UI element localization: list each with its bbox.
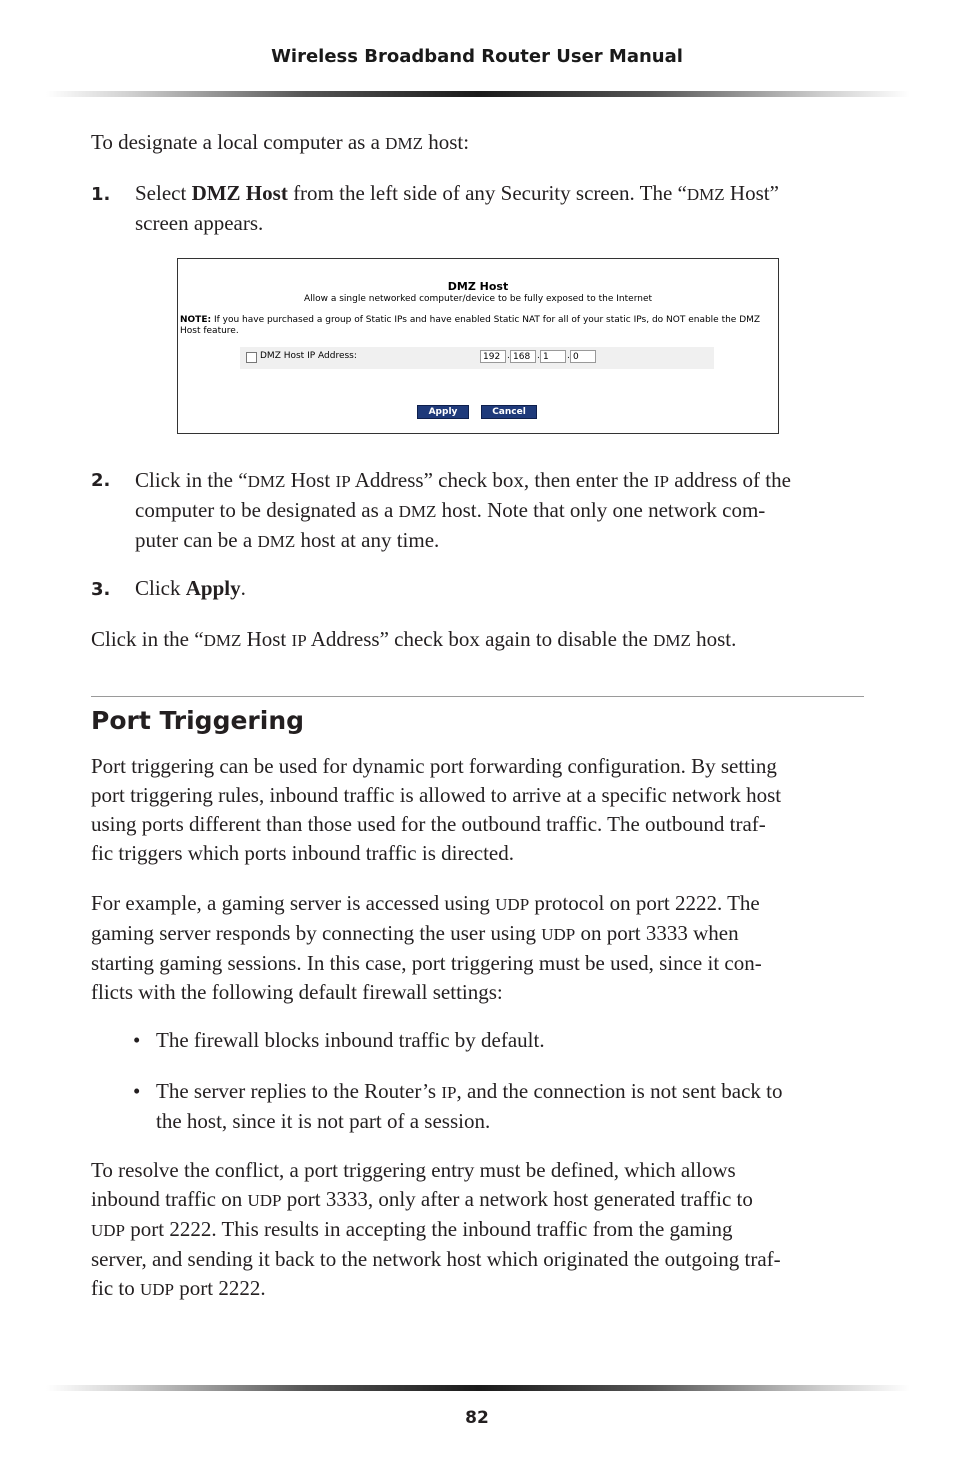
port-triggering-paragraph-3: To resolve the conflict, a port triggering entry must be defined, which allows inbound traffic on UDP port 3333, only after a network host generated traffic to UDP port 2222. This results in accepting the inbound traffic from the gaming server, and sending it back to the network host which originated the outgoing traf- fic to UDP port 2222. xyxy=(91,1158,781,1300)
intro-paragraph: To designate a local computer as a DMZ host: xyxy=(91,130,470,154)
dmz-ip-row xyxy=(240,347,714,369)
header-rule xyxy=(46,91,910,97)
bullet-1-mark: • xyxy=(133,1028,141,1052)
bullet-2-text: The server replies to the Router’s IP, and the connection is not sent back to the host, since it is not part of a session. xyxy=(156,1079,783,1133)
step-2-number: 2. xyxy=(91,470,111,491)
port-triggering-paragraph-1: Port triggering can be used for dynamic port forwarding configuration. By setting port triggering rules, inbound traffic is allowed to arrive at a specific network host using ports different than those used for the outbound traffic. The outbound traf- fic triggers which ports inbound traffic is directed. xyxy=(91,754,782,865)
ip-octet-4-input[interactable]: 0 xyxy=(570,350,596,363)
screenshot-note: NOTE: If you have purchased a group of Static IPs and have enabled Static NAT for all of your static IPs, do NOT enable the DMZ Host feature. xyxy=(180,315,761,336)
screenshot-subtitle: Allow a single networked computer/device to be fully exposed to the Internet xyxy=(303,294,653,304)
step-1-number: 1. xyxy=(91,184,111,205)
ip-dot: . xyxy=(567,351,570,361)
ip-octet-2-input[interactable]: 168 xyxy=(510,350,536,363)
step-3-text: Click Apply. xyxy=(135,576,246,600)
disable-paragraph: Click in the “DMZ Host IP Address” check box again to disable the DMZ host. xyxy=(91,627,737,651)
bullet-1-text: The firewall blocks inbound traffic by default. xyxy=(156,1028,545,1052)
dmz-ip-label: DMZ Host IP Address: xyxy=(260,351,357,361)
section-divider xyxy=(91,696,864,697)
bullet-2-mark: • xyxy=(133,1079,141,1103)
section-heading: Port Triggering xyxy=(91,706,305,735)
ip-octet-3-input[interactable]: 1 xyxy=(540,350,566,363)
running-header: Wireless Broadband Router User Manual xyxy=(271,46,683,67)
ip-octet-1-input[interactable]: 192 xyxy=(480,350,506,363)
ip-dot: . xyxy=(507,351,510,361)
screenshot-title: DMZ Host xyxy=(447,280,509,293)
port-triggering-paragraph-2: For example, a gaming server is accessed using UDP protocol on port 2222. The gaming server responds by connecting the user using UDP on port 3333 when starting gaming sessions. In this case, port triggering must be used, since it con- flicts with the following default firewall settings: xyxy=(91,891,762,1004)
dmz-host-checkbox[interactable] xyxy=(246,352,257,363)
page-number: 82 xyxy=(465,1408,489,1428)
footer-rule xyxy=(46,1385,910,1391)
step-1-text: Select DMZ Host from the left side of any Security screen. The “DMZ Host” screen appears. xyxy=(135,181,779,235)
cancel-button[interactable]: Cancel xyxy=(481,405,537,419)
ip-dot: . xyxy=(537,351,540,361)
dmz-host-screenshot xyxy=(177,258,779,434)
step-3-number: 3. xyxy=(91,579,111,600)
apply-button[interactable]: Apply xyxy=(417,405,469,419)
step-2-text: Click in the “DMZ Host IP Address” check box, then enter the IP address of the computer to be designated as a DMZ host. Note that only one network com- puter can be a DMZ host at any time. xyxy=(135,468,791,552)
